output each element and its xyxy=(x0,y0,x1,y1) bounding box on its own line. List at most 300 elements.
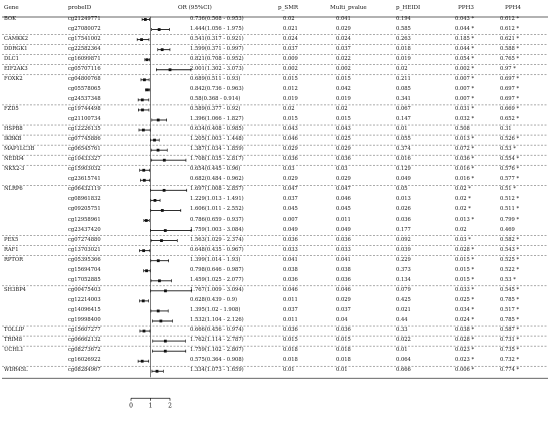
multi-pvalue: 0.025 xyxy=(336,136,351,143)
multi-pvalue: 0.041 xyxy=(336,256,351,263)
multi-pvalue: 0.019 xyxy=(336,95,351,102)
p-heidi-value: 0.092 xyxy=(396,236,411,243)
x-tick-label: 1 xyxy=(148,402,153,410)
multi-pvalue: 0.041 xyxy=(336,15,351,22)
pph4-value: 0.731 * xyxy=(500,337,520,344)
p-heidi-value: 0.016 xyxy=(396,156,411,163)
gene-label: DDRGK1 xyxy=(4,45,28,52)
pph3-value: 0.036 * xyxy=(455,156,475,163)
or-point xyxy=(164,229,167,232)
pph4-value: 0.774 * xyxy=(500,367,520,374)
or-ci-value: 1.697(1.008 - 2.857) xyxy=(190,186,244,193)
p-smr-value: 0.011 xyxy=(283,317,298,323)
p-heidi-value: 0.02 xyxy=(396,65,408,72)
or-point xyxy=(163,189,166,192)
multi-pvalue: 0.029 xyxy=(336,146,351,153)
p-heidi-value: 0.022 xyxy=(396,337,411,344)
pph3-value: 0.02 xyxy=(455,226,467,233)
or-point xyxy=(146,88,149,91)
pph3-value: 0.023 * xyxy=(455,357,475,364)
p-heidi-value: 0.585 xyxy=(396,25,411,32)
p-smr-value: 0.033 xyxy=(283,246,298,253)
multi-pvalue: 0.046 xyxy=(336,196,351,203)
probe-id: cg05578065 xyxy=(68,85,101,92)
multi-pvalue: 0.036 xyxy=(336,327,351,334)
or-ci-value: 0.786(0.659 - 0.937) xyxy=(190,216,244,223)
p-heidi-value: 0.134 xyxy=(396,276,411,283)
p-heidi-value: 0.079 xyxy=(396,286,411,293)
gene-label: WDR45L xyxy=(4,367,28,374)
gene-label: IKBKB xyxy=(4,136,22,143)
or-point xyxy=(153,139,156,142)
p-smr-value: 0.009 xyxy=(283,55,298,62)
pph4-value: 0.517 * xyxy=(500,306,520,313)
p-smr-value: 0.019 xyxy=(283,95,298,102)
multi-pvalue: 0.036 xyxy=(336,276,351,283)
pph3-value: 0.016 * xyxy=(455,176,475,183)
multi-pvalue: 0.033 xyxy=(336,246,351,253)
p-heidi-value: 0.018 xyxy=(396,45,411,52)
or-point xyxy=(145,269,148,272)
pph4-value: 0.697 * xyxy=(500,75,520,82)
probe-id: cg22582364 xyxy=(68,45,101,52)
p-smr-value: 0.018 xyxy=(283,347,298,354)
p-smr-value: 0.047 xyxy=(283,186,298,193)
multi-pvalue: 0.036 xyxy=(336,236,351,243)
or-point xyxy=(141,360,144,363)
or-ci-value: 1.532(1.104 - 2.126) xyxy=(190,317,244,323)
probe-id: cg07274880 xyxy=(68,236,101,243)
probe-id: cg16026922 xyxy=(68,357,101,364)
p-heidi-value: 0.341 xyxy=(396,95,411,102)
probe-id: cg23437420 xyxy=(68,226,101,233)
probe-id: cg15694704 xyxy=(68,266,101,273)
or-ci-value: 1.563(1.029 - 2.374) xyxy=(190,236,244,243)
or-ci-value: 1.708(1.035 - 2.817) xyxy=(190,156,244,163)
pph3-value: 0.007 * xyxy=(455,85,475,92)
probe-id: cg08273672 xyxy=(68,347,101,354)
or-point xyxy=(146,58,149,61)
p-heidi-value: 0.067 xyxy=(396,105,411,112)
p-heidi-value: 0.085 xyxy=(396,85,411,92)
p-heidi-value: 0.263 xyxy=(396,35,411,42)
or-ci-value: 0.821(0.708 - 0.952) xyxy=(190,55,244,62)
or-ci-value: 0.589(0.377 - 0.92) xyxy=(190,105,241,112)
p-smr-value: 0.002 xyxy=(283,65,298,72)
pph4-value: 0.732 * xyxy=(500,357,520,364)
or-ci-value: 0.666(0.456 - 0.974) xyxy=(190,327,244,334)
or-ci-value: 1.396(1.066 - 1.827) xyxy=(190,116,244,122)
p-heidi-value: 0.373 xyxy=(396,266,411,273)
multi-pvalue: 0.015 xyxy=(336,337,351,344)
pph3-value: 0.033 * xyxy=(455,286,475,293)
p-heidi-value: 0.01 xyxy=(396,126,408,133)
probe-id: cg19744498 xyxy=(68,105,101,112)
pph4-value: 0.545 * xyxy=(500,286,520,293)
p-smr-value: 0.036 xyxy=(283,276,298,283)
probe-id: cg17052885 xyxy=(68,276,101,283)
or-ci-value: 0.575(0.364 - 0.908) xyxy=(190,357,244,364)
p-smr-value: 0.038 xyxy=(283,266,298,273)
p-smr-value: 0.036 xyxy=(283,156,298,163)
gene-label: PEX5 xyxy=(4,236,19,243)
gene-label: EIF2AK3 xyxy=(4,65,28,72)
p-heidi-value: 0.049 xyxy=(396,176,411,183)
pph4-value: 0.735 * xyxy=(500,347,520,354)
p-heidi-value: 0.177 xyxy=(396,226,411,233)
pph3-value: 0.028 * xyxy=(455,246,475,253)
multi-pvalue: 0.011 xyxy=(336,216,351,223)
or-ci-value: 0.648(0.435 - 0.967) xyxy=(190,246,244,253)
pph4-value: 0.53 * xyxy=(500,146,516,153)
pph4-value: 0.577 * xyxy=(500,176,520,183)
pph3-value: 0.032 * xyxy=(455,116,475,122)
p-smr-value: 0.012 xyxy=(283,85,298,92)
multi-pvalue: 0.043 xyxy=(336,126,351,133)
pph3-value: 0.028 * xyxy=(455,337,475,344)
pph4-value: 0.697 * xyxy=(500,85,520,92)
probe-id: cg15607277 xyxy=(68,327,101,334)
header-multi-pvalue: Multi_pvalue xyxy=(330,5,367,11)
gene-label: FZD5 xyxy=(4,105,19,112)
pph4-value: 0.621 * xyxy=(500,35,520,42)
header-p-heidi: p_HEIDI xyxy=(396,5,421,11)
multi-pvalue: 0.037 xyxy=(336,306,351,313)
or-ci-value: 1.459(1.025 - 2.077) xyxy=(190,276,244,283)
pph4-value: 0.525 * xyxy=(500,256,520,263)
p-smr-value: 0.018 xyxy=(283,357,298,364)
probe-id: cg06662132 xyxy=(68,337,101,344)
multi-pvalue: 0.036 xyxy=(336,156,351,163)
or-ci-value: 0.541(0.317 - 0.921) xyxy=(190,35,244,42)
probe-id: cg16099871 xyxy=(68,55,101,62)
or-ci-value: 1.606(1.011 - 2.552) xyxy=(190,206,244,213)
pph4-value: 0.522 * xyxy=(500,266,520,273)
p-heidi-value: 0.055 xyxy=(396,136,411,143)
header-pph3: PPH3 xyxy=(458,5,474,11)
pph4-value: 0.587 * xyxy=(500,327,520,334)
multi-pvalue: 0.02 xyxy=(336,105,348,112)
pph3-value: 0.002 * xyxy=(455,65,475,72)
x-tick-label: 2 xyxy=(168,402,172,410)
multi-pvalue: 0.045 xyxy=(336,206,351,213)
pph3-value: 0.02 * xyxy=(455,196,471,203)
p-heidi-value: 0.021 xyxy=(396,306,411,313)
multi-pvalue: 0.018 xyxy=(336,347,351,354)
pph4-value: 0.554 * xyxy=(500,156,520,163)
p-heidi-value: 0.013 xyxy=(396,196,411,203)
or-ci-value: 0.634(0.408 - 0.985) xyxy=(190,126,244,133)
pph4-value: 0.785 * xyxy=(500,296,520,303)
p-heidi-value: 0.026 xyxy=(396,206,411,213)
p-heidi-value: 0.01 xyxy=(396,347,408,354)
pph4-value: 0.512 * xyxy=(500,196,520,203)
gene-label: NEDD4 xyxy=(4,156,24,163)
or-point xyxy=(154,199,157,202)
probe-id: cg14096415 xyxy=(68,306,101,313)
probe-id: cg07745886 xyxy=(68,136,101,143)
multi-pvalue: 0.015 xyxy=(336,75,351,82)
probe-id: cg10433327 xyxy=(68,156,101,163)
probe-id: cg23615741 xyxy=(68,176,101,183)
pph4-value: 0.799 * xyxy=(500,216,520,223)
p-smr-value: 0.049 xyxy=(283,226,298,233)
pph4-value: 0.31 xyxy=(500,126,512,133)
p-heidi-value: 0.129 xyxy=(396,166,411,173)
pph4-value: 0.697 * xyxy=(500,95,520,102)
pph4-value: 0.765 * xyxy=(500,55,520,62)
or-point xyxy=(164,289,167,292)
p-heidi-value: 0.666 xyxy=(396,367,411,374)
or-ci-value: 1.395(1.02 - 1.908) xyxy=(190,306,241,313)
multi-pvalue: 0.029 xyxy=(336,296,351,303)
pph4-value: 0.97 * xyxy=(500,65,516,72)
p-heidi-value: 0.05 xyxy=(396,186,408,193)
p-smr-value: 0.029 xyxy=(283,176,298,183)
multi-pvalue: 0.03 xyxy=(336,166,348,173)
gene-label: RAF1 xyxy=(4,246,19,253)
gene-label: UCHL1 xyxy=(4,347,24,354)
multi-pvalue: 0.047 xyxy=(336,186,351,193)
pph3-value: 0.02 * xyxy=(455,206,471,213)
probe-id: cg13703021 xyxy=(68,246,101,253)
or-ci-value: 0.689(0.511 - 0.93) xyxy=(190,75,241,82)
gene-label: MAP1LC3B xyxy=(4,146,35,153)
p-heidi-value: 0.229 xyxy=(396,256,411,263)
or-point xyxy=(142,249,145,252)
pph4-value: 0.582 * xyxy=(500,236,520,243)
or-ci-value: 0.682(0.484 - 0.962) xyxy=(190,176,244,183)
or-point xyxy=(143,179,146,182)
or-ci-value: 1.759(1.102 - 2.807) xyxy=(190,347,244,354)
gene-label: RPTOR xyxy=(4,256,24,263)
p-smr-value: 0.046 xyxy=(283,136,298,143)
or-ci-value: 2.001(1.302 - 3.073) xyxy=(190,65,244,72)
pph4-value: 0.612 * xyxy=(500,25,520,32)
p-smr-value: 0.041 xyxy=(283,256,298,263)
p-smr-value: 0.01 xyxy=(283,367,295,374)
or-ci-value: 1.767(1.009 - 3.094) xyxy=(190,286,244,293)
pph4-value: 0.612 * xyxy=(500,15,520,22)
p-smr-value: 0.037 xyxy=(283,196,298,203)
p-heidi-value: 0.33 xyxy=(396,327,408,334)
probe-id: cg08284967 xyxy=(68,367,101,374)
p-smr-value: 0.03 xyxy=(283,166,295,173)
or-point xyxy=(169,68,172,71)
or-ci-value: 1.334(1.073 - 1.659) xyxy=(190,367,244,374)
pph4-value: 0.669 * xyxy=(500,105,520,112)
x-tick-label: 0 xyxy=(129,402,133,410)
pph3-value: 0.007 * xyxy=(455,75,475,82)
or-point xyxy=(157,310,160,313)
p-smr-value: 0.024 xyxy=(283,35,298,42)
pph3-value: 0.015 * xyxy=(455,276,475,283)
or-ci-value: 1.762(1.114 - 2.787) xyxy=(190,337,244,344)
pph3-value: 0.031 * xyxy=(455,105,475,112)
or-point xyxy=(158,28,161,31)
gene-label: HSPB8 xyxy=(4,126,23,133)
p-heidi-value: 0.036 xyxy=(396,216,411,223)
pph3-value: 0.02 * xyxy=(455,186,471,193)
pph3-value: 0.508 xyxy=(455,126,470,133)
pph3-value: 0.013 * xyxy=(455,136,475,143)
p-smr-value: 0.011 xyxy=(283,296,298,303)
or-point xyxy=(142,169,145,172)
header-p-smr: p_SMR xyxy=(278,5,299,11)
p-smr-value: 0.029 xyxy=(283,146,298,153)
p-heidi-value: 0.194 xyxy=(396,15,411,22)
pph4-value: 0.652 * xyxy=(500,116,520,122)
pph3-value: 0.023 * xyxy=(455,347,475,354)
or-point xyxy=(140,38,143,41)
pph4-value: 0.526 * xyxy=(500,136,520,143)
header-probeid: probeID xyxy=(68,5,92,11)
probe-id: cg00475403 xyxy=(68,286,101,293)
or-point xyxy=(157,259,160,262)
or-point xyxy=(144,18,147,21)
or-ci-value: 0.798(0.646 - 0.987) xyxy=(190,266,244,273)
or-point xyxy=(161,209,164,212)
gene-label: FOXK2 xyxy=(4,75,23,82)
or-point xyxy=(161,48,164,51)
p-smr-value: 0.036 xyxy=(283,327,298,334)
multi-pvalue: 0.029 xyxy=(336,176,351,183)
multi-pvalue: 0.04 xyxy=(336,317,348,323)
p-heidi-value: 0.425 xyxy=(396,296,411,303)
probe-id: cg21100734 xyxy=(68,116,101,122)
pph3-value: 0.043 * xyxy=(455,15,475,22)
p-heidi-value: 0.211 xyxy=(396,75,411,82)
or-point xyxy=(158,279,161,282)
probe-id: cg05707116 xyxy=(68,65,101,72)
pph3-value: 0.038 * xyxy=(455,327,475,334)
pph3-value: 0.044 * xyxy=(455,45,475,52)
gene-label: CAMKK2 xyxy=(4,35,29,42)
probe-id: cg12958961 xyxy=(68,216,101,223)
multi-pvalue: 0.049 xyxy=(336,226,351,233)
probe-id: cg06545761 xyxy=(68,146,101,153)
header-gene: Gene xyxy=(4,5,19,11)
or-ci-value: 0.842(0.736 - 0.963) xyxy=(190,85,244,92)
probe-id: cg09205751 xyxy=(68,206,101,213)
pph3-value: 0.007 * xyxy=(455,95,475,102)
or-point xyxy=(156,370,159,373)
header-pph4: PPH4 xyxy=(505,5,521,11)
p-smr-value: 0.021 xyxy=(283,25,298,32)
or-ci-value: 0.58(0.368 - 0.914) xyxy=(190,95,241,102)
multi-pvalue: 0.024 xyxy=(336,35,351,42)
multi-pvalue: 0.002 xyxy=(336,65,351,72)
or-point xyxy=(141,109,144,112)
multi-pvalue: 0.046 xyxy=(336,286,351,293)
pph3-value: 0.025 * xyxy=(455,296,475,303)
or-ci-value: 0.654(0.445 - 0.96) xyxy=(190,166,241,173)
pph3-value: 0.072 * xyxy=(455,146,475,153)
pph4-value: 0.588 * xyxy=(500,45,520,52)
or-ci-value: 1.229(1.013 - 1.491) xyxy=(190,196,244,203)
pph3-value: 0.006 * xyxy=(455,367,475,374)
probe-id: cg06432119 xyxy=(68,186,101,193)
header-or-95-ci-: OR (95%CI) xyxy=(178,5,212,11)
probe-id: cg05395366 xyxy=(68,256,101,263)
pph3-value: 0.024 * xyxy=(455,317,475,323)
gene-label: TRIM8 xyxy=(4,337,23,344)
or-ci-value: 0.736(0.568 - 0.953) xyxy=(190,15,244,22)
gene-label: SH3BP4 xyxy=(4,286,26,293)
p-smr-value: 0.036 xyxy=(283,236,298,243)
pph3-value: 0.054 * xyxy=(455,55,475,62)
or-point xyxy=(157,119,160,122)
p-smr-value: 0.043 xyxy=(283,126,298,133)
or-point xyxy=(142,300,145,303)
p-heidi-value: 0.374 xyxy=(396,146,411,153)
gene-label: DLC1 xyxy=(4,55,19,62)
multi-pvalue: 0.022 xyxy=(336,55,351,62)
or-ci-value: 1.444(1.056 - 1.975) xyxy=(190,25,244,32)
multi-pvalue: 0.018 xyxy=(336,357,351,364)
multi-pvalue: 0.015 xyxy=(336,116,351,122)
or-point xyxy=(160,239,163,242)
pph3-value: 0.013 * xyxy=(455,216,475,223)
pph3-value: 0.015 * xyxy=(455,256,475,263)
or-point xyxy=(142,129,145,132)
pph4-value: 0.785 * xyxy=(500,317,520,323)
probe-id: cg08961832 xyxy=(68,196,101,203)
p-heidi-value: 0.44 xyxy=(396,317,408,323)
pph3-value: 0.185 * xyxy=(455,35,475,42)
or-point xyxy=(164,340,167,343)
probe-id: cg12226135 xyxy=(68,126,101,133)
p-heidi-value: 0.147 xyxy=(396,116,411,122)
pph3-value: 0.015 * xyxy=(455,266,475,273)
or-point xyxy=(157,149,160,152)
pph3-value: 0.034 * xyxy=(455,306,475,313)
or-ci-value: 1.399(1.014 - 1.93) xyxy=(190,256,241,263)
p-smr-value: 0.037 xyxy=(283,306,298,313)
pph4-value: 0.469 xyxy=(500,226,515,233)
probe-id: cg19998400 xyxy=(68,317,101,323)
or-point xyxy=(164,350,167,353)
multi-pvalue: 0.042 xyxy=(336,85,351,92)
or-ci-value: 1.387(1.034 - 1.859) xyxy=(190,146,244,153)
p-smr-value: 0.037 xyxy=(283,45,298,52)
pph4-value: 0.543 * xyxy=(500,246,520,253)
pph4-value: 0.51 * xyxy=(500,186,516,193)
p-smr-value: 0.015 xyxy=(283,75,298,82)
p-heidi-value: 0.019 xyxy=(396,55,411,62)
gene-label: TOLLIP xyxy=(4,327,25,334)
or-point xyxy=(145,219,148,222)
or-ci-value: 1.599(0.371 - 0.997) xyxy=(190,45,244,52)
p-heidi-value: 0.039 xyxy=(396,246,411,253)
pph4-value: 0.53 * xyxy=(500,276,516,283)
or-point xyxy=(159,320,162,323)
probe-id: cg12214003 xyxy=(68,296,101,303)
probe-id: cg27080072 xyxy=(68,25,101,32)
gene-label: NLRP6 xyxy=(4,186,23,193)
probe-id: cg04800768 xyxy=(68,75,101,82)
multi-pvalue: 0.038 xyxy=(336,266,351,273)
p-heidi-value: 0.064 xyxy=(396,357,411,364)
pph4-value: 0.576 * xyxy=(500,166,520,173)
or-point xyxy=(143,78,146,81)
gene-label: NKX2-3 xyxy=(4,166,25,173)
pph3-value: 0.016 * xyxy=(455,166,475,173)
pph3-value: 0.044 * xyxy=(455,25,475,32)
p-smr-value: 0.02 xyxy=(283,15,295,22)
pph3-value: 0.03 * xyxy=(455,236,471,243)
or-point xyxy=(141,99,144,102)
